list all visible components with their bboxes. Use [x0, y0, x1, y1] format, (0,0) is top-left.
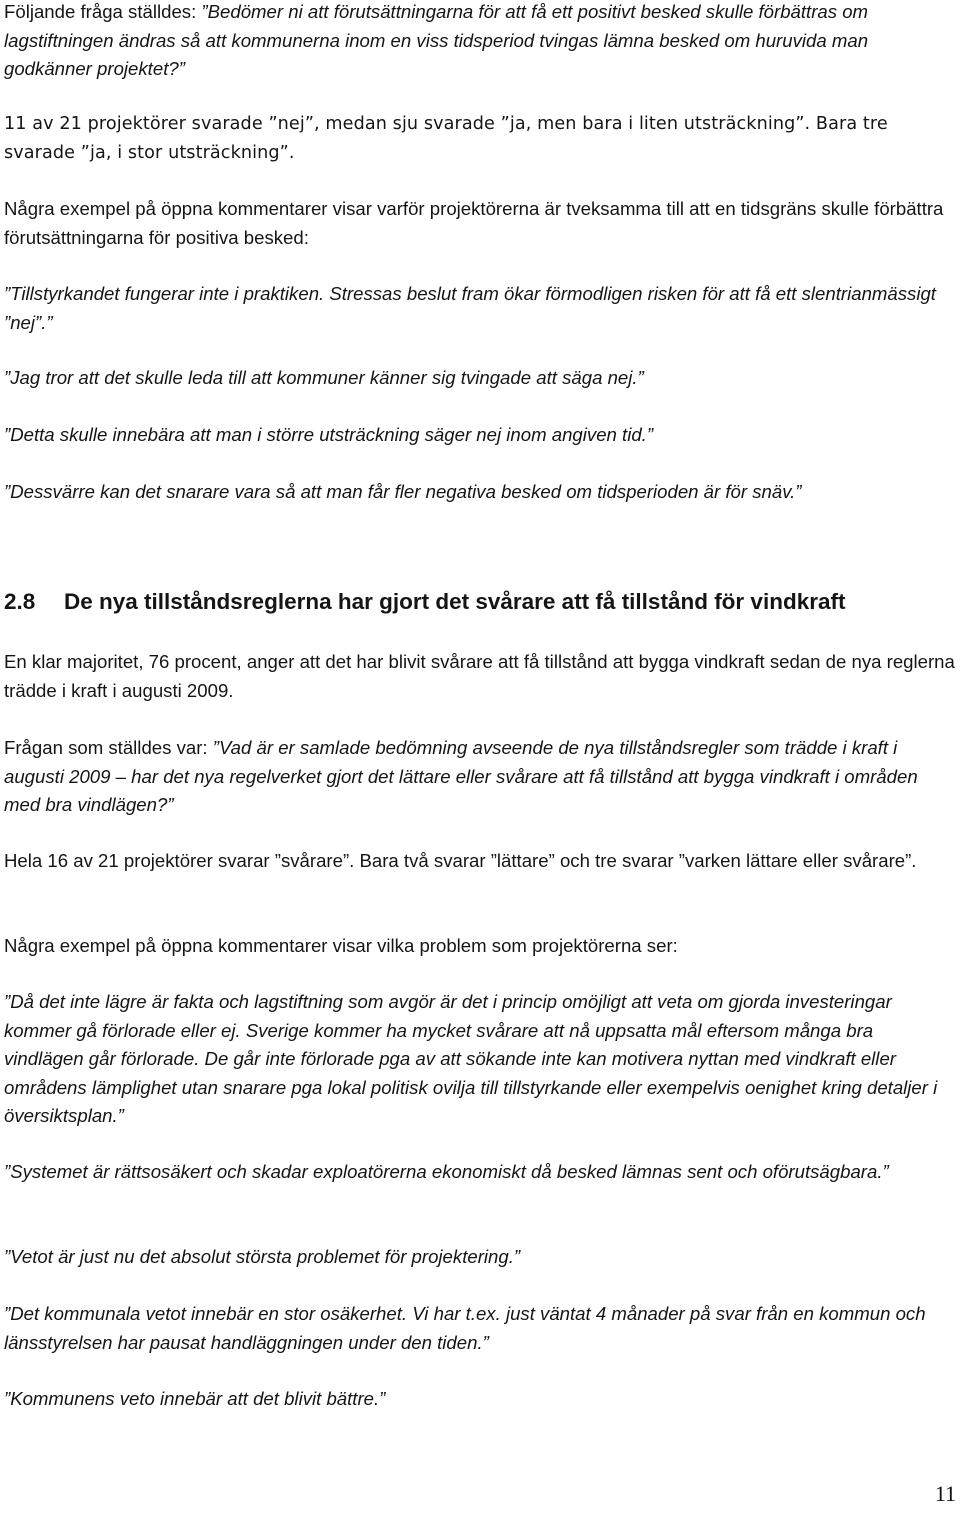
paragraph-majority: En klar majoritet, 76 procent, anger att det har blivit svårare att få tillstånd att bygga vindkraft sedan de nya reglerna trädde i kraft i augusti 2009. [4, 651, 955, 701]
question-2-lead-text: Frågan som ställdes var: [4, 737, 213, 758]
quote-comment-1: ”Tillstyrkandet fungerar inte i praktiken. Stressas beslut fram ökar förmodligen risken för att få ett slentrianmässigt ”nej”.” [4, 283, 936, 333]
quote-comment-8: ”Det kommunala vetot innebär en stor osäkerhet. Vi har t.ex. just väntat 4 månader på svar från en kommun och länsstyrelsen har pausat handläggningen under den tiden.” [4, 1303, 926, 1353]
paragraph-question-intro [4, 0, 956, 84]
quote-comment-5: ”Då det inte lägre är fakta och lagstiftning som avgör är det i princip omöjligt att veta om gjorda investeringar kommer gå förlorade eller ej. Sverige kommer ha mycket svårare att nå uppsatta mål eftersom många bra vindlägen går förlorade. De går inte förlorade pga av att sökande inte kan motivera nyttan med vindkraft eller områdens lämplighet utan snarare pga lokal politisk ovilja till tillstyrkande eller exempelvis oenighet kring detaljer i översiktsplan.” [4, 991, 938, 1126]
paragraph-answer-summary: 11 av 21 projektörer svarade ”nej”, medan sju svarade ”ja, men bara i liten utsträckning”. Bara tre svarade ”ja, i stor utsträckning”. [4, 114, 888, 163]
quote-comment-6: ”Systemet är rättsosäkert och skadar exploatörerna ekonomiskt då besked lämnas sent och oförutsägbara.” [4, 1161, 889, 1182]
quote-comment-3: ”Detta skulle innebära att man i större utsträckning säger nej inom angiven tid.” [4, 424, 654, 445]
paragraph-question-2 [4, 734, 956, 820]
quote-comment-7: ”Vetot är just nu det absolut största problemet för projektering.” [4, 1246, 521, 1267]
paragraph-answer-summary-2: Hela 16 av 21 projektörer svarar ”svårare”. Bara två svarar ”lättare” och tre svarar ”varken lättare eller svårare”. [4, 850, 917, 871]
question-2-quote: ”Vad är er samlade bedömning avseende de nya tillståndsregler som trädde i kraft i augusti 2009 – har det nya regelverket gjort det lättare eller svårare att få tillstånd att bygga vindkraft i områden med bra vindlägen?” [4, 737, 918, 815]
question-lead-text: Följande fråga ställdes: [4, 1, 202, 22]
section-title: De nya tillståndsreglerna har gjort det svårare att få tillstånd för vindkraft [64, 589, 846, 614]
section-number: 2.8 [4, 589, 36, 614]
quote-comment-4: ”Dessvärre kan det snarare vara så att man får fler negativa besked om tidsperioden är för snäv.” [4, 481, 802, 502]
page-number: 11 [934, 1481, 956, 1506]
quote-comment-2: ”Jag tror att det skulle leda till att kommuner känner sig tvingade att säga nej.” [4, 367, 644, 388]
paragraph-comments-intro: Några exempel på öppna kommentarer visar varför projektörerna är tveksamma till att en tidsgräns skulle förbättra förutsättningarna för positiva besked: [4, 198, 944, 248]
question-quote: ”Bedömer ni att förutsättningarna för att få ett positivt besked skulle förbättras om lagstiftningen ändras så att kommunerna inom en viss tidsperiod tvingas lämna besked om huruvida man godkänner projektet?” [4, 1, 869, 79]
section-heading [4, 587, 956, 617]
paragraph-comments-intro-2: Några exempel på öppna kommentarer visar vilka problem som projektörerna ser: [4, 935, 678, 956]
quote-comment-9: ”Kommunens veto innebär att det blivit bättre.” [4, 1388, 386, 1409]
